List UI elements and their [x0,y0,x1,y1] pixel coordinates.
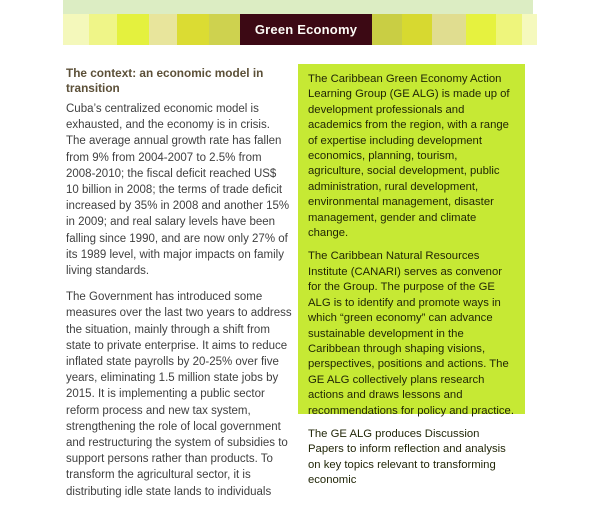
band-color-block [89,14,117,45]
sidebar-paragraph: The Caribbean Green Economy Action Learning Group (GE ALG) is made up of development professionals and academics from the region, with a range of expertise including development economics, planning, tourism, agriculture, social development, public administration, rural development, environmental management, disaster management, gender and climate change. [308,73,510,240]
band-color-block [432,14,466,45]
band-color-block [372,14,402,45]
band-color-block [496,14,522,45]
band-color-block [117,14,149,45]
header-color-band [63,14,537,45]
context-column [66,66,292,510]
section-heading: The context: an economic model in transition [66,66,264,95]
page-title: Green Economy [240,14,372,45]
body-paragraph: The Government has introduced some measures over the last two years to address the situation, mainly through a shift from state to private enterprise. It aims to reduce inflated state payrolls by 20-25% over five years, eliminating 1.5 million state jobs by 2015. It is implementing a public sector reform process and new tax system, strengthening the role of local government and restructuring the system of subsidies to support persons rather than products. To transform the agricultural sector, it is distributing idle state lands to individuals [66,291,292,498]
band-color-block [177,14,209,45]
band-color-block [402,14,432,45]
sidebar-paragraph: The Caribbean Natural Resources Institute (CANARI) serves as convenor for the Group. The purpose of the GE ALG is to identify and promote ways in which “green economy” can advance sustainable development in the Caribbean through shaping visions, perspectives, positions and actions. The GE ALG collectively plans research actions and draws lessons and recommendations for policy and practice. [308,250,514,417]
header-pale-green-strip [63,0,533,14]
ge-alg-sidebar-panel [298,64,525,487]
band-color-block [522,14,537,45]
band-color-block [209,14,240,45]
band-color-block [63,14,89,45]
body-paragraph: Cuba’s centralized economic model is exhausted, and the economy is in crisis. The average annual growth rate has fallen from 9% from 2004-2007 to 2.5% from 2008-2010; the fiscal deficit reached US$ 10 billion in 2008; the terms of trade deficit increased by 35% in 2008 and another 15% in 2009; and real salary levels have been falling since 1990, and are now only 27% of its 1989 level, with major impacts on family living standards. [66,103,290,278]
sidebar-paragraph: The GE ALG produces Discussion Papers to inform reflection and analysis on key topics relevant to transforming economic [308,427,506,487]
band-color-block [149,14,177,45]
band-color-block [466,14,496,45]
